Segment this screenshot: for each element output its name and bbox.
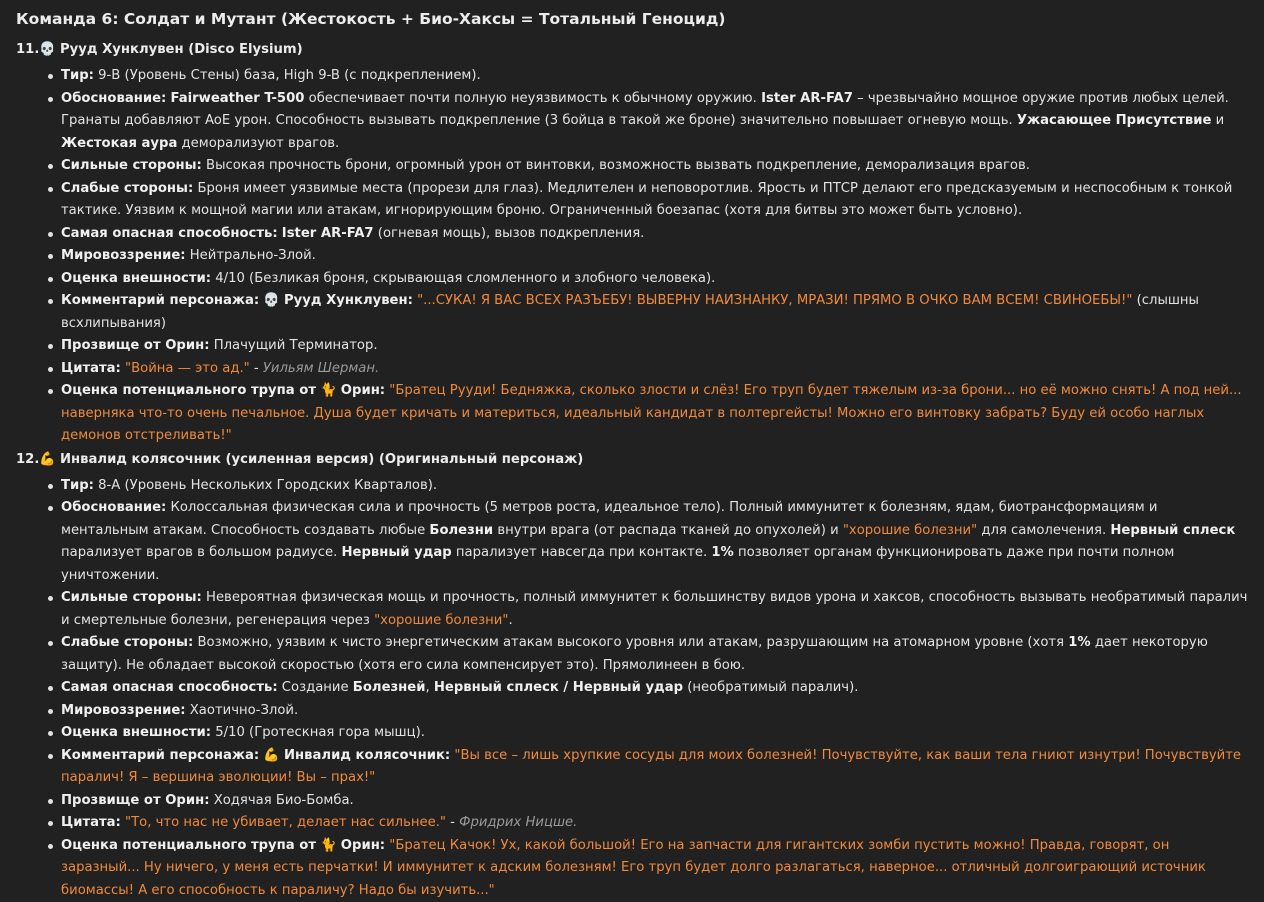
strengths-item: Сильные стороны: Невероятная физическая мощь и прочность, полный иммунитет к большинству видов урона и хаксов, способность вызывать необратимый паралич и смертельные болезни, регенерация через "хорошие болезни".	[61, 587, 1248, 632]
justification-item: Обоснование: Fairweather T-500 обеспечивает почти полную неуязвимость к обычному оружию. Ister AR-FA7 – чрезвычайно мощное оружие против любых целей. Гранаты добавляют AoE урон. Способность вызывать подкрепление (3 бойца в такой же броне) значительно повышает огневую мощь. Ужасающее Присутствие и Жестокая аура деморализуют врагов.	[61, 88, 1248, 156]
appearance-item: Оценка внешности: 4/10 (Безликая броня, скрывающая сломленного и злобного человека).	[61, 268, 1248, 291]
entry-details-list	[16, 475, 1248, 902]
entry-header	[16, 450, 1248, 470]
corpse-rating-item: Оценка потенциального трупа от 🐈 Орин: "Братец Качок! Ух, какой большой! Его на запчасти для гигантских зомби пустить можно! Правда, говорят, он заразный... Ну ничего, у меня есть перчатки! И иммунитет к адским болезням! Его труп будет долго разлагаться, наверное... отличный долгоиграющий источник биомассы! А его способность к параличу? Надо бы изучить..."	[61, 835, 1248, 902]
nickname-item: Прозвище от Орин: Ходячая Био-Бомба.	[61, 790, 1248, 813]
entry-number: 11.	[16, 40, 39, 60]
cat-icon: 🐈	[320, 383, 336, 398]
nickname-item: Прозвище от Орин: Плачущий Терминатор.	[61, 335, 1248, 358]
quote-item: Цитата: "То, что нас не убивает, делает нас сильнее." - Фридрих Ницше.	[61, 812, 1248, 835]
tier-item: Тир: 9-B (Уровень Стены) база, High 9-B (с подкреплением).	[61, 65, 1248, 88]
alignment-item: Мировоззрение: Нейтрально-Злой.	[61, 245, 1248, 268]
most-dangerous-ability-item: Самая опасная способность: Ister AR-FA7 (огневая мощь), вызов подкрепления.	[61, 223, 1248, 246]
strengths-item: Сильные стороны: Высокая прочность брони, огромный урон от винтовки, возможность вызвать подкрепление, деморализация врагов.	[61, 155, 1248, 178]
response-document	[16, 8, 1248, 902]
weaknesses-item: Слабые стороны: Броня имеет уязвимые места (прорези для глаз). Медлителен и неповоротлив. Ярость и ПТСР делают его предсказуемым и неспособным к тонкой тактике. Уязвим к мощной магии или атакам, игнорирующим броню. Ограниченный боезапас (хотя для битвы это может быть условно).	[61, 178, 1248, 223]
most-dangerous-ability-item: Самая опасная способность: Создание Болезней, Нервный сплеск / Нервный удар (необратимый паралич).	[61, 677, 1248, 700]
flexed-biceps-icon: 💪	[39, 452, 55, 467]
skull-icon: 💀	[263, 293, 279, 308]
entry-name: Рууд Хунклувен (Disco Elysium)	[60, 42, 303, 57]
character-comment-item: Комментарий персонажа: 💀 Рууд Хунклувен: "...СУКА! Я ВАС ВСЕХ РАЗЪЕБУ! ВЫВЕРНУ НАИЗНАНКУ, МРАЗИ! ПРЯМО В ОЧКО ВАМ ВСЕМ! СВИНОЕБЫ!" (слышны всхлипывания)	[61, 290, 1248, 335]
alignment-item: Мировоззрение: Хаотично-Злой.	[61, 700, 1248, 723]
appearance-item: Оценка внешности: 5/10 (Гротескная гора мышц).	[61, 722, 1248, 745]
team-title: Команда 6: Солдат и Мутант (Жестокость + Био-Хаксы = Тотальный Геноцид)	[16, 8, 1248, 30]
character-comment-item: Комментарий персонажа: 💪 Инвалид колясочник: "Вы все – лишь хрупкие сосуды для моих болезней! Почувствуйте, как ваши тела гниют изнутри! Почувствуйте паралич! Я – вершина эволюции! Вы – прах!"	[61, 745, 1248, 790]
skull-icon: 💀	[39, 42, 55, 57]
weaknesses-item: Слабые стороны: Возможно, уязвим к чисто энергетическим атакам высокого уровня или атакам, разрушающим на атомарном уровне (хотя 1% дает некоторую защиту). Не обладает высокой скоростью (хотя его сила компенсирует это). Прямолинеен в бою.	[61, 632, 1248, 677]
cat-icon: 🐈	[320, 838, 336, 853]
entry-header	[16, 40, 1248, 60]
entry-details-list	[16, 65, 1248, 448]
tier-item: Тир: 8-A (Уровень Нескольких Городских Кварталов).	[61, 475, 1248, 498]
entry-number: 12.	[16, 450, 39, 470]
quote-item: Цитата: "Война — это ад." - Уильям Шерман.	[61, 358, 1248, 381]
flexed-biceps-icon: 💪	[263, 748, 279, 763]
justification-item: Обоснование: Колоссальная физическая сила и прочность (5 метров роста, идеальное тело). Полный иммунитет к болезням, ядам, биотрансформациям и ментальным атакам. Способность создавать любые Болезни внутри врага (от распада тканей до опухолей) и "хорошие болезни" для самолечения. Нервный сплеск парализует врагов в большом радиусе. Нервный удар парализует навсегда при контакте. 1% позволяет органам функционировать даже при почти полном уничтожении.	[61, 497, 1248, 587]
entry-name: Инвалид колясочник (усиленная версия) (Оригинальный персонаж)	[60, 452, 583, 467]
corpse-rating-item: Оценка потенциального трупа от 🐈 Орин: "Братец Рууди! Бедняжка, сколько злости и слёз! Его труп будет тяжелым из-за брони... но её можно снять! А под ней... наверняка что-то очень печальное. Душа будет кричать и материться, идеальный кандидат в полтергейсты! Можно его винтовку забрать? Буду ей особо наглых демонов отстреливать!"	[61, 380, 1248, 448]
